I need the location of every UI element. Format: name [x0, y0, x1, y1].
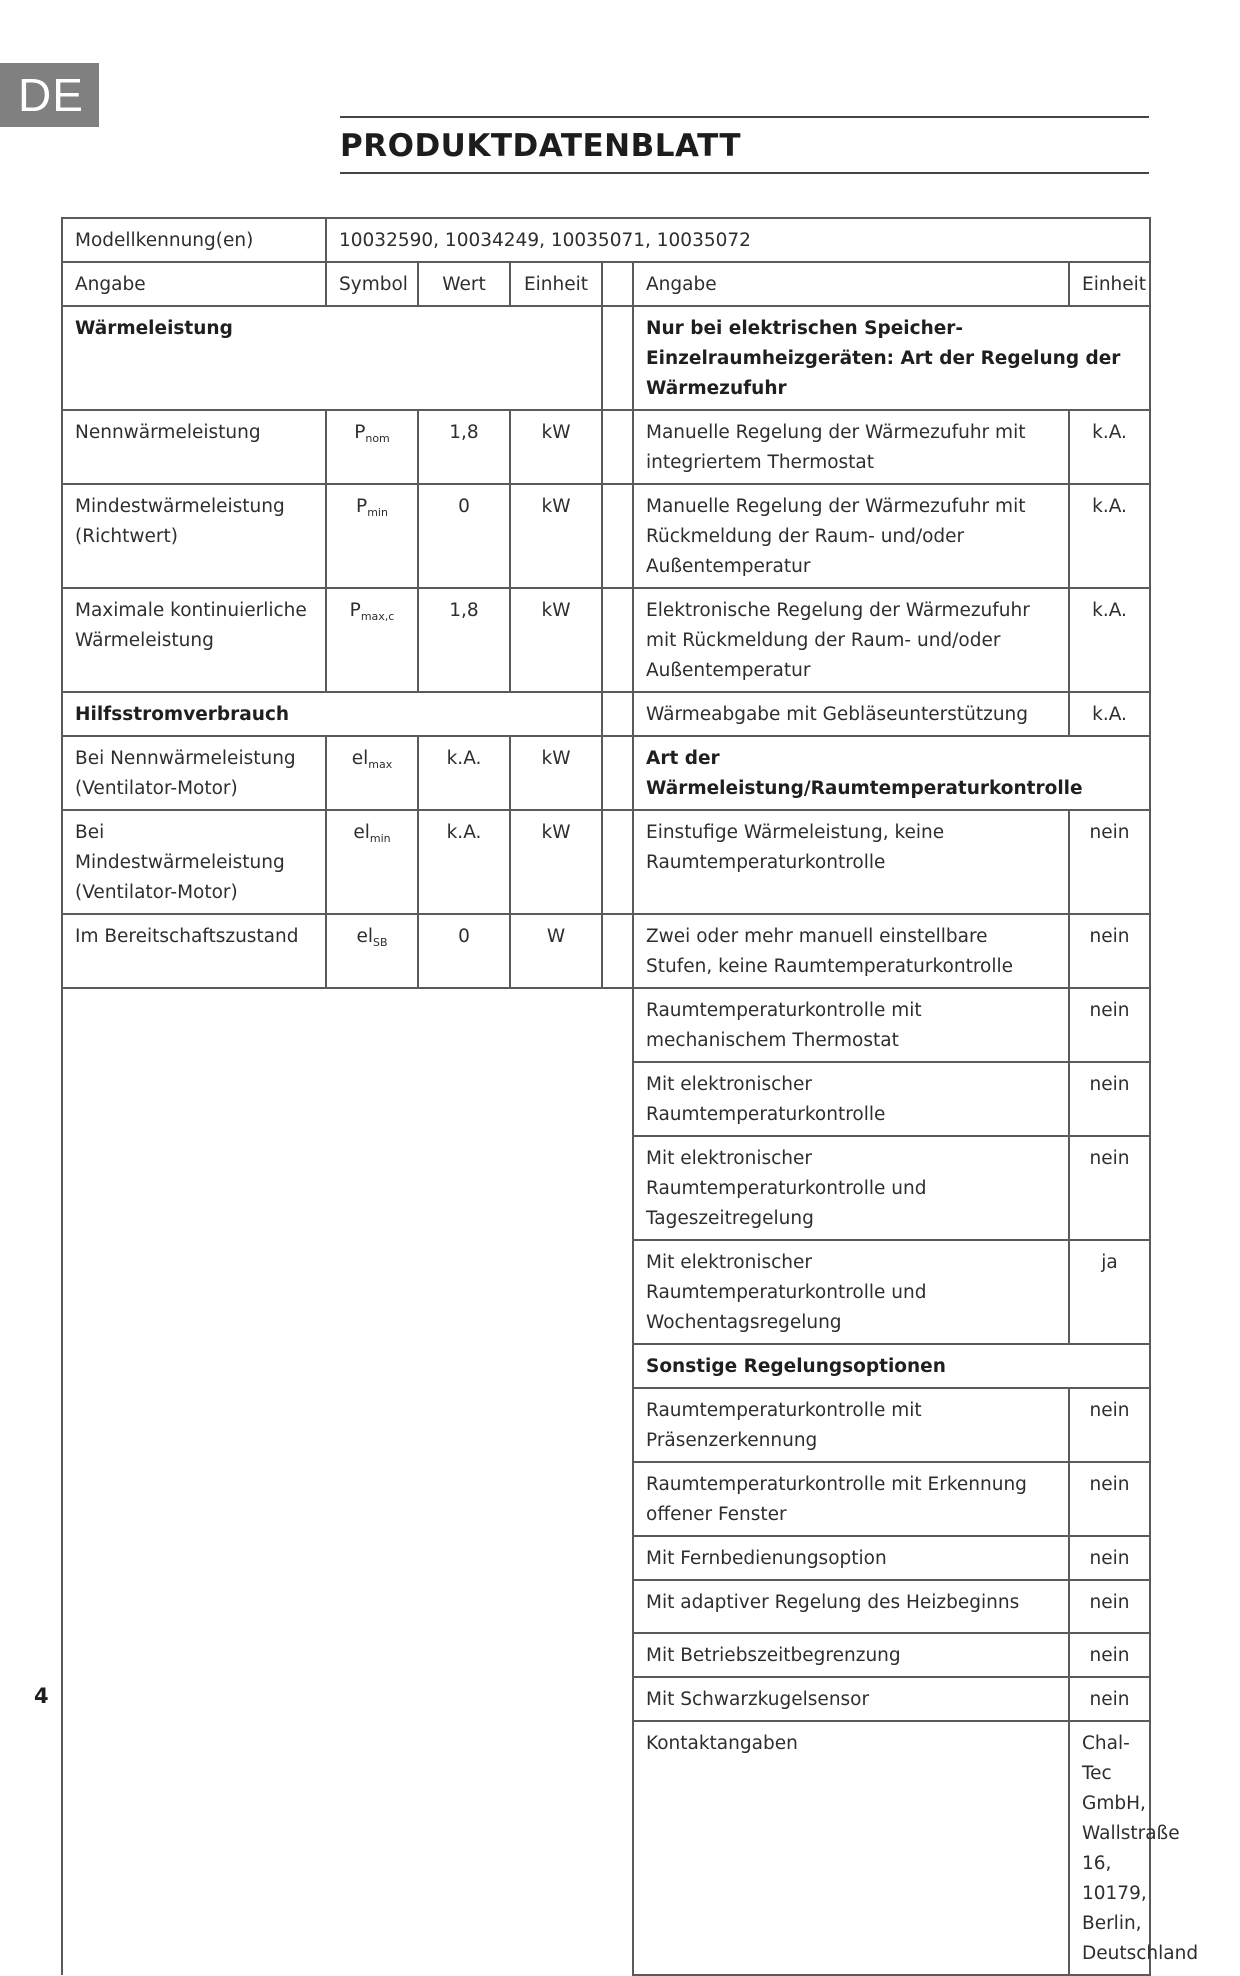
spacer-cell [602, 692, 633, 736]
model-row [62, 218, 1150, 262]
section-row [62, 306, 1150, 410]
spacer-cell [602, 736, 633, 810]
row-label: Bei Mindestwärmeleistung (Ventilator-Motor) [62, 810, 326, 914]
row-value: 0 [418, 484, 510, 588]
right-row-value: k.A. [1069, 588, 1150, 692]
row-label: Nennwärmeleistung [62, 410, 326, 484]
row-label: Im Bereitschaftszustand [62, 914, 326, 988]
page-title: PRODUKTDATENBLATT [340, 128, 742, 164]
section-row [62, 692, 1150, 736]
right-row-value: nein [1069, 914, 1150, 988]
right-row-label: Elektronische Regelung der Wärmezufuhr mit Rückmeldung der Raum- und/oder Außentemperatur [633, 588, 1069, 692]
row-symbol: $el_{min}$ [326, 810, 418, 914]
row-value: k.A. [418, 810, 510, 914]
table-row [62, 988, 1150, 1062]
header-angabe-right: Angabe [633, 262, 1069, 306]
section-hilfsstromverbrauch: Hilfsstromverbrauch [62, 692, 602, 736]
right-row-label: Mit adaptiver Regelung des Heizbeginns [633, 1580, 1069, 1633]
title-rule-bottom [340, 172, 1149, 174]
contact-label: Kontaktangaben [633, 1721, 1069, 1975]
title-rule-top [340, 116, 1149, 118]
right-row-value: ja [1069, 1240, 1150, 1344]
right-row-value: nein [1069, 1388, 1150, 1462]
right-row-label: Mit Fernbedienungsoption [633, 1536, 1069, 1580]
table-row [62, 914, 1150, 988]
right-row-value: k.A. [1069, 484, 1150, 588]
row-symbol: $P_{nom}$ [326, 410, 418, 484]
right-row-value: nein [1069, 1062, 1150, 1136]
right-row-value: nein [1069, 1536, 1150, 1580]
header-angabe: Angabe [62, 262, 326, 306]
right-row-value: k.A. [1069, 692, 1150, 736]
row-symbol: $P_{max,c}$ [326, 588, 418, 692]
model-value: 10032590, 10034249, 10035071, 10035072 [326, 218, 1150, 262]
row-unit: kW [510, 484, 602, 588]
row-value: 1,8 [418, 410, 510, 484]
spacer-cell [602, 262, 633, 306]
product-data-table [61, 217, 1199, 1976]
right-row-value: nein [1069, 1633, 1150, 1677]
right-row-value: nein [1069, 1677, 1150, 1721]
row-value: 1,8 [418, 588, 510, 692]
row-unit: W [510, 914, 602, 988]
spacer-cell [602, 914, 633, 988]
right-row-label: Raumtemperaturkontrolle mit mechanischem Thermostat [633, 988, 1069, 1062]
row-label: Maximale kontinuierliche Wärmeleistung [62, 588, 326, 692]
table-row [62, 484, 1150, 588]
spacer-cell [602, 810, 633, 914]
right-row-label: Mit elektronischer Raumtemperaturkontrolle und Tageszeitregelung [633, 1136, 1069, 1240]
table-row [62, 410, 1150, 484]
language-badge: DE [0, 63, 99, 127]
row-label: Mindestwärmeleistung (Richtwert) [62, 484, 326, 588]
row-unit: kW [510, 810, 602, 914]
section-sonstige-regelungsoptionen: Sonstige Regelungsoptionen [633, 1344, 1150, 1388]
section-waermeleistung: Wärmeleistung [62, 306, 602, 410]
row-unit: kW [510, 410, 602, 484]
header-symbol: Symbol [326, 262, 418, 306]
right-row-label: Einstufige Wärmeleistung, keine Raumtemperaturkontrolle [633, 810, 1069, 914]
right-row-value: nein [1069, 1580, 1150, 1633]
right-row-value: k.A. [1069, 410, 1150, 484]
header-einheit: Einheit [510, 262, 602, 306]
header-wert: Wert [418, 262, 510, 306]
spacer-cell [602, 484, 633, 588]
header-row [62, 262, 1150, 306]
table-row [62, 736, 1150, 810]
right-row-value: nein [1069, 1136, 1150, 1240]
right-row-label: Mit Betriebszeitbegrenzung [633, 1633, 1069, 1677]
section-regelung-waermezufuhr: Nur bei elektrischen Speicher-Einzelraumheizgeräten: Art der Regelung der Wärmezufuhr [633, 306, 1150, 410]
row-label: Bei Nennwärmeleistung (Ventilator-Motor) [62, 736, 326, 810]
header-einheit-right: Einheit [1069, 262, 1150, 306]
table-row [62, 810, 1150, 914]
right-row-label: Mit Schwarzkugelsensor [633, 1677, 1069, 1721]
right-row-value: nein [1069, 810, 1150, 914]
row-symbol: $el_{max}$ [326, 736, 418, 810]
right-row-label: Wärmeabgabe mit Gebläseunterstützung [633, 692, 1069, 736]
spacer-cell [602, 410, 633, 484]
spacer-cell [602, 306, 633, 410]
spacer-cell [602, 588, 633, 692]
contact-value: Chal-Tec GmbH, Wallstraße 16, 10179, Berlin, Deutschland [1069, 1721, 1150, 1975]
page-number: 4 [34, 1684, 49, 1708]
empty-left-area [62, 988, 633, 1975]
right-row-label: Mit elektronischer Raumtemperaturkontrolle [633, 1062, 1069, 1136]
row-unit: kW [510, 588, 602, 692]
right-row-value: nein [1069, 1462, 1150, 1536]
row-unit: kW [510, 736, 602, 810]
right-row-label: Raumtemperaturkontrolle mit Erkennung offener Fenster [633, 1462, 1069, 1536]
right-row-label: Manuelle Regelung der Wärmezufuhr mit Rückmeldung der Raum- und/oder Außentemperatur [633, 484, 1069, 588]
right-row-label: Mit elektronischer Raumtemperaturkontrolle und Wochentagsregelung [633, 1240, 1069, 1344]
model-label: Modellkennung(en) [62, 218, 326, 262]
right-row-value: nein [1069, 988, 1150, 1062]
row-value: 0 [418, 914, 510, 988]
table-row [62, 588, 1150, 692]
row-symbol: $P_{min}$ [326, 484, 418, 588]
section-raumtemperaturkontrolle: Art der Wärmeleistung/Raumtemperaturkontrolle [633, 736, 1150, 810]
row-symbol: $el_{SB}$ [326, 914, 418, 988]
right-row-label: Zwei oder mehr manuell einstellbare Stufen, keine Raumtemperaturkontrolle [633, 914, 1069, 988]
row-value: k.A. [418, 736, 510, 810]
right-row-label: Raumtemperaturkontrolle mit Präsenzerkennung [633, 1388, 1069, 1462]
right-row-label: Manuelle Regelung der Wärmezufuhr mit integriertem Thermostat [633, 410, 1069, 484]
